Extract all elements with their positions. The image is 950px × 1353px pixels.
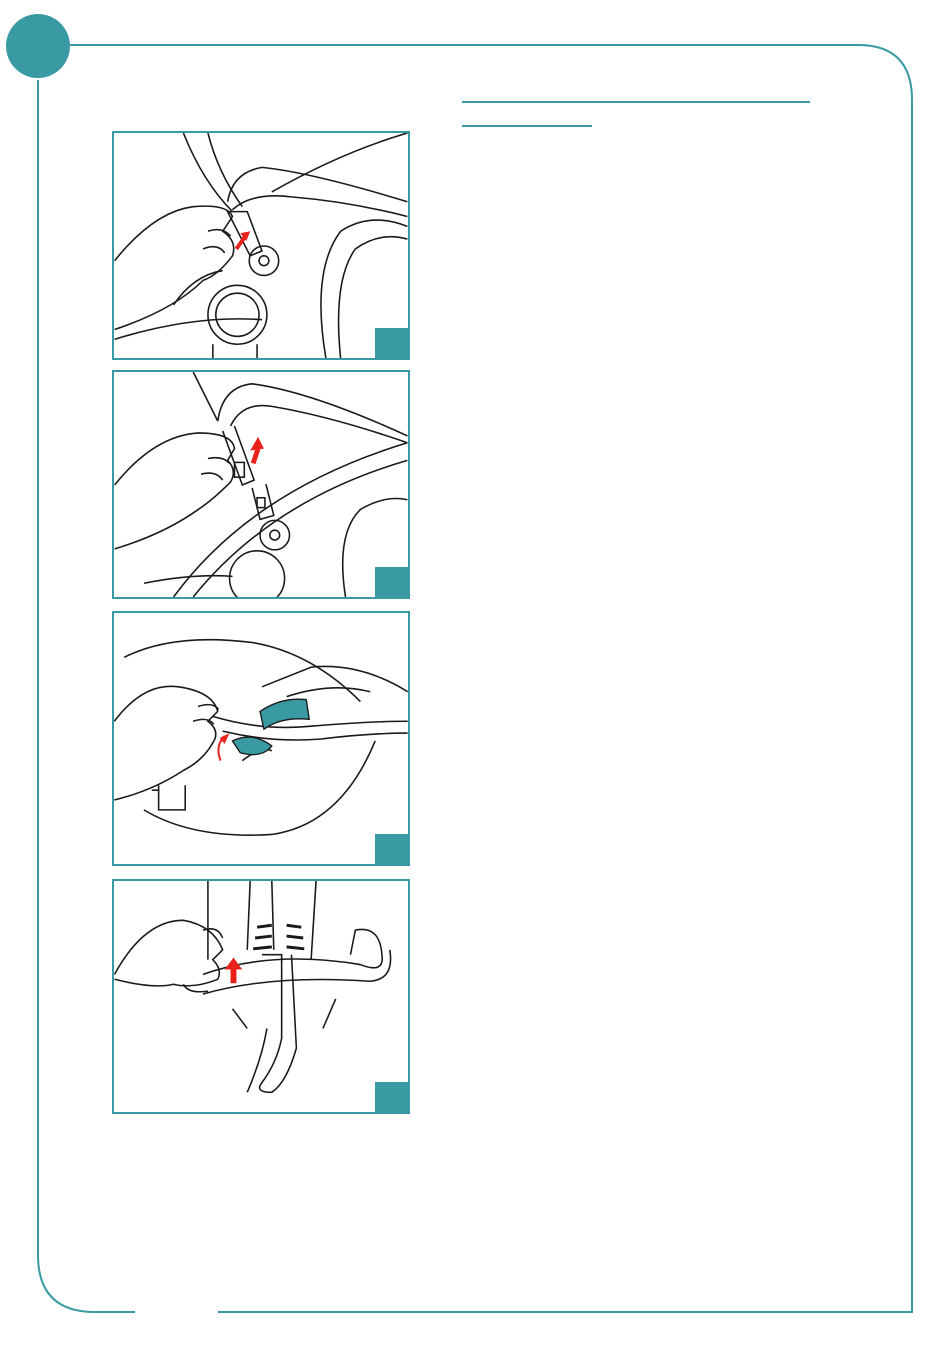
- figure-3-tab: [375, 834, 408, 864]
- figure-4-tab: [375, 1082, 408, 1112]
- remove-crotch-strap-illustration: [114, 881, 408, 1112]
- pull-strap-through-slot-illustration: [114, 372, 408, 597]
- heading-underline-1: [462, 101, 810, 103]
- figure-2: [112, 370, 410, 599]
- figure-2-tab: [375, 567, 408, 597]
- section-number-badge: [6, 14, 70, 78]
- heading-underline-2: [462, 125, 592, 127]
- figure-3: [112, 611, 410, 866]
- figure-1: [112, 131, 410, 360]
- figure-1-tab: [375, 328, 408, 358]
- lift-cover-edge-illustration: [114, 613, 408, 864]
- unfasten-strap-clip-illustration: [114, 133, 408, 358]
- figure-4: [112, 879, 410, 1114]
